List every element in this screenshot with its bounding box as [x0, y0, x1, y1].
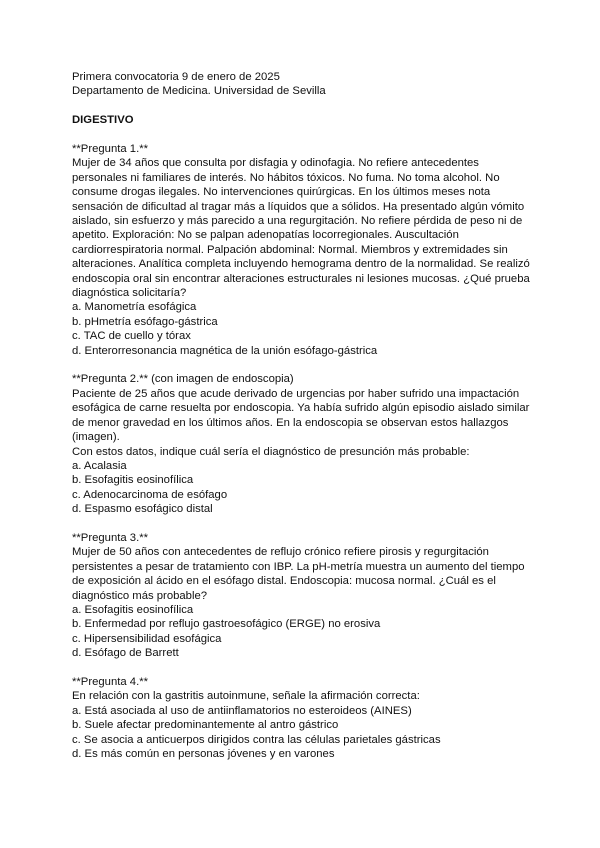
question-title: **Pregunta 4.** — [72, 675, 148, 688]
question-stem-line: personales ni familiares de interés. No hábitos tóxicos. No fuma. No toma alcohol. No — [72, 171, 500, 184]
question-stem-line: Mujer de 50 años con antecedentes de reflujo crónico refiere pirosis y regurgitación — [72, 546, 489, 559]
answer-option: a. Está asociada al uso de antiinflamatorios no esteroideos (AINES) — [72, 704, 412, 717]
answer-options — [72, 459, 542, 517]
question-stem-line: de exposición al ácido en el esófago distal. Endoscopia: mucosa normal. ¿Cuál es el — [72, 575, 496, 588]
question-block — [72, 531, 542, 661]
answer-option: d. Espasmo esofágico distal — [72, 503, 213, 516]
question-stem-line: consume drogas ilegales. No intervenciones quirúrgicas. En los últimos meses nota — [72, 186, 491, 199]
answer-option: d. Esófago de Barrett — [72, 647, 179, 660]
question-stem-line: sensación de dificultad al tragar más a líquidos que a sólidos. Ha presentado algún vómito — [72, 200, 525, 213]
question-title: **Pregunta 2.** (con imagen de endoscopia) — [72, 373, 294, 386]
answer-options — [72, 704, 542, 762]
question-stem-line: Paciente de 25 años que acude derivado de urgencias por haber sufrido una impactación — [72, 387, 520, 400]
document-page — [72, 70, 542, 761]
answer-option: c. Hipersensibilidad esofágica — [72, 632, 222, 645]
answer-option: a. Manometría esofágica — [72, 301, 197, 314]
answer-option: c. Se asocia a anticuerpos dirigidos contra las células parietales gástricas — [72, 733, 441, 746]
answer-option: c. TAC de cuello y tórax — [72, 330, 191, 343]
question-stem-line: apetito. Exploración: No se palpan adenopatías locorregionales. Auscultación — [72, 229, 459, 242]
question-block — [72, 675, 542, 761]
question-stem-line: alteraciones. Analítica completa incluyendo hemograma dentro de la normalidad. Se realizó — [72, 258, 530, 271]
question-stem-line: Con estos datos, indique cuál sería el diagnóstico de presunción más probable: — [72, 445, 470, 458]
question-title: **Pregunta 3.** — [72, 531, 148, 544]
question-stem-line: endoscopia oral sin encontrar alteraciones estructurales ni lesiones mucosas. ¿Qué prueba — [72, 272, 530, 285]
questions-list — [72, 142, 542, 761]
answer-option: b. pHmetría esófago-gástrica — [72, 315, 218, 328]
question-stem-line: cardiorrespiratoria normal. Palpación abdominal: Normal. Miembros y extremidades sin — [72, 243, 508, 256]
answer-option: b. Suele afectar predominantemente al antro gástrico — [72, 719, 339, 732]
question-stem-line: persistentes a pesar de tratamiento con IBP. La pH-metría muestra un aumento del tiempo — [72, 560, 525, 573]
question-stem-line: esofágica de carne resuelta por endoscopia. Ya había sufrido algún episodio aislado similar — [72, 402, 530, 415]
question-title: **Pregunta 1.** — [72, 143, 148, 155]
section-title: DIGESTIVO — [72, 114, 134, 127]
answer-options — [72, 300, 542, 358]
question-block — [72, 372, 542, 516]
answer-option: b. Enfermedad por reflujo gastroesofágico (ERGE) no erosiva — [72, 618, 381, 631]
question-stem-line: aislado, sin esfuerzo y más parecido a una regurgitación. No refiere pérdida de peso ni de — [72, 215, 523, 228]
exam-date-line: Primera convocatoria 9 de enero de 2025 — [72, 71, 280, 83]
answer-option: d. Enterorresonancia magnética de la unión esófago-gástrica — [72, 344, 378, 357]
answer-options — [72, 603, 542, 661]
question-stem-line: diagnóstico más probable? — [72, 589, 208, 602]
answer-option: d. Es más común en personas jóvenes y en varones — [72, 748, 335, 761]
question-stem-line: En relación con la gastritis autoinmune, señale la afirmación correcta: — [72, 690, 420, 703]
answer-option: c. Adenocarcinoma de esófago — [72, 488, 228, 501]
question-stem-line: diagnóstica solicitaría? — [72, 287, 187, 300]
question-stem-line: de menor gravedad en los últimos años. En la endoscopia se observan estos hallazgos — [72, 416, 509, 429]
answer-option: a. Acalasia — [72, 459, 127, 472]
answer-option: a. Esofagitis eosinofílica — [72, 603, 194, 616]
question-block — [72, 142, 542, 358]
question-stem-line: Mujer de 34 años que consulta por disfagia y odinofagia. No refiere antecedentes — [72, 157, 479, 170]
question-stem-line: (imagen). — [72, 431, 120, 444]
department-line: Departamento de Medicina. Universidad de Sevilla — [72, 85, 326, 98]
answer-option: b. Esofagitis eosinofílica — [72, 474, 194, 487]
